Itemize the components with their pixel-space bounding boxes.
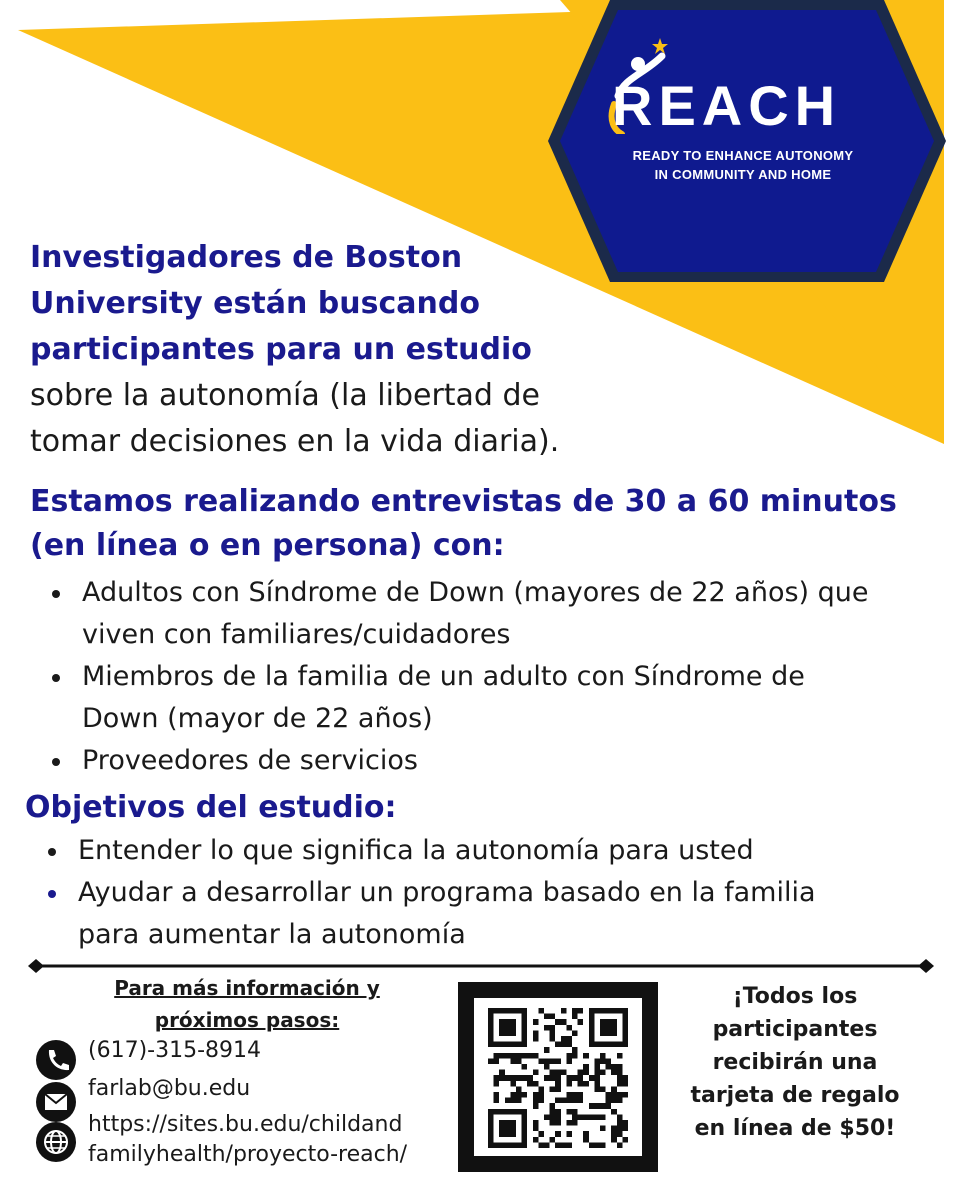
- envelope-icon: [36, 1082, 76, 1122]
- qr-code-pattern: [488, 1008, 628, 1148]
- qr-code[interactable]: [458, 982, 658, 1172]
- gift-card-notice: ¡Todos los participantes recibirán una tarjeta de regalo en línea de $50!: [690, 984, 900, 1141]
- bullet-dot-icon: [52, 590, 60, 598]
- list-item: Ayudar a desarrollar un programa basado en la familia para aumentar la autonomía: [26, 872, 926, 956]
- bullet-dot-icon: [52, 758, 60, 766]
- email-link[interactable]: farlab@bu.edu: [88, 1076, 251, 1101]
- interviews-heading: Estamos realizando entrevistas de 30 a 60 minutos (en línea o en persona) con:: [30, 484, 897, 563]
- contact-heading: Para más información y próximos pasos:: [114, 976, 380, 1032]
- bullet-dot-icon: [48, 848, 56, 856]
- globe-icon: [36, 1122, 76, 1162]
- bullet-dot-icon: [48, 890, 56, 898]
- list-item: Adultos con Síndrome de Down (mayores de 22 años) que viven con familiares/cuidadores: [30, 572, 930, 656]
- list-item: Entender lo que significa la autonomía para usted: [26, 830, 926, 872]
- reach-tagline: READY TO ENHANCE AUTONOMY IN COMMUNITY AND HOME: [632, 148, 854, 182]
- list-item: Miembros de la familia de un adulto con Síndrome de Down (mayor de 22 años): [30, 656, 930, 740]
- reach-wordmark: REACH: [612, 74, 842, 137]
- participant-list: [30, 572, 930, 782]
- list-item: Proveedores de servicios: [30, 740, 930, 782]
- bullet-dot-icon: [52, 674, 60, 682]
- objectives-heading: Objetivos del estudio:: [25, 790, 397, 825]
- website-link[interactable]: https://sites.bu.edu/childand familyhealth/proyecto-reach/: [88, 1112, 408, 1167]
- objectives-list: [26, 830, 926, 956]
- phone-icon: [36, 1040, 76, 1080]
- phone-number[interactable]: (617)-315-8914: [88, 1038, 262, 1063]
- intro-paragraph: Investigadores de Boston University están buscando participantes para un estudio sobre la autonomía (la libertad de tomar decisiones en la vida diaria).: [30, 240, 560, 459]
